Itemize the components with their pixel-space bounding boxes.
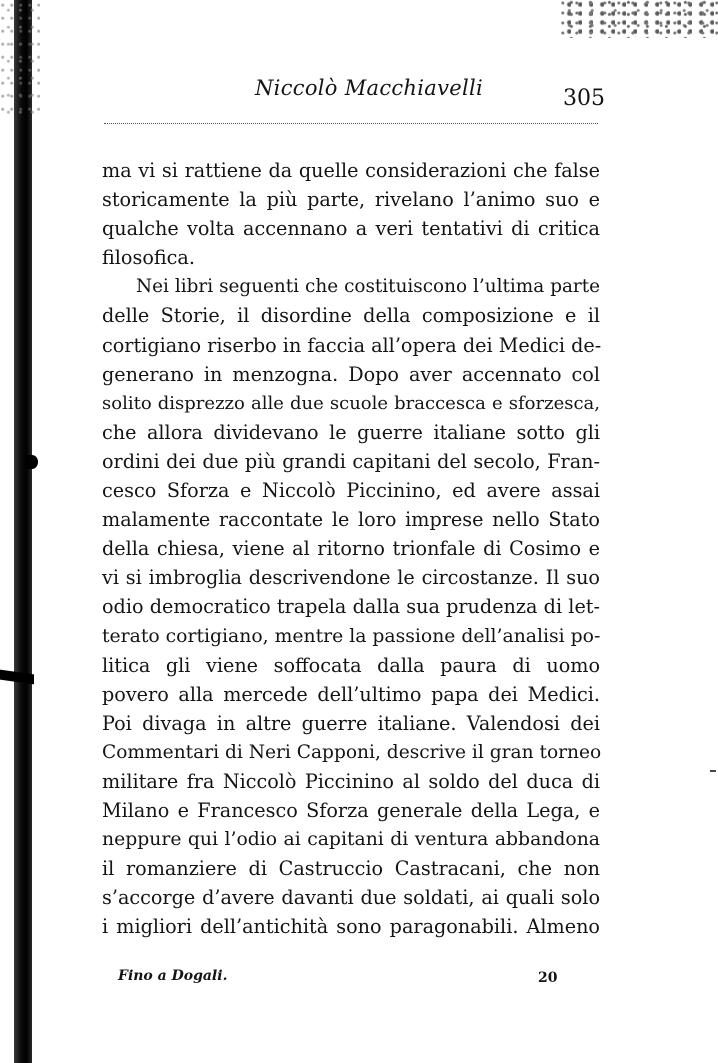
text-line: il romanziere di Castruccio Castracani, che non xyxy=(102,857,600,881)
text-line: terato cortigiano, mentre la passione dell’analisi po- xyxy=(102,625,601,647)
scan-noise xyxy=(560,0,718,38)
text-line: che allora dividevano le guerre italiane sotto gli xyxy=(102,420,600,444)
text-line: ordini dei due più grandi capitani del secolo, Fran- xyxy=(102,449,600,473)
text-line: delle Storie, il disordine della composizione e il xyxy=(102,304,600,328)
page-body xyxy=(102,156,600,942)
text-line: Milano e Francesco Sforza generale della Lega, e xyxy=(102,799,600,823)
text-line: storicamente la più parte, rivelano l’animo suo e xyxy=(102,188,600,212)
binding-shadow xyxy=(26,455,38,469)
text-line: malamente raccontate le loro imprese nello Stato xyxy=(102,508,600,532)
text-line: neppure qui l’odio ai capitani di ventura abbandona xyxy=(102,829,600,851)
signature-mark: Fino a Dogali. xyxy=(118,968,228,984)
text-line: filosofica. xyxy=(102,246,195,270)
page-number: 305 xyxy=(563,86,605,111)
book-binding-edge xyxy=(14,0,32,1063)
text-line: i migliori dell’antichità sono paragonabili. Almeno xyxy=(102,915,600,939)
text-line: generano in menzogna. Dopo aver accennato col xyxy=(102,362,600,386)
text-line: Commentari di Neri Capponi, descrive il gran torneo xyxy=(102,741,602,763)
text-line: s’accorge d’avere davanti due soldati, ai quali solo xyxy=(102,886,600,910)
text-line: militare fra Niccolò Piccinino al soldo del duca di xyxy=(102,769,600,793)
running-head-title: Niccolò Macchiavelli xyxy=(255,76,484,100)
gathering-number: 20 xyxy=(538,970,558,986)
text-line: della chiesa, viene al ritorno trionfale di Cosimo e xyxy=(102,537,600,561)
text-line: cortigiano riserbo in faccia all’opera dei Medici de- xyxy=(102,333,602,357)
header-rule xyxy=(104,123,598,124)
text-line: ma vi si rattiene da quelle considerazioni che false xyxy=(102,159,600,182)
text-line: cesco Sforza e Niccolò Piccinino, ed avere assai xyxy=(102,479,600,503)
scan-noise xyxy=(0,0,40,120)
text-line: Nei libri seguenti che costituiscono l’ultima parte xyxy=(136,276,600,298)
text-line: qualche volta accennano a veri tentativi di critica xyxy=(102,217,600,241)
text-line: solito disprezzo alle due scuole braccesca e sforzesca, xyxy=(102,392,600,414)
text-line: vi si imbroglia descrivendone le circostanze. Il suo xyxy=(102,566,600,590)
text-line: Poi divaga in altre guerre italiane. Valendosi dei xyxy=(102,711,600,735)
margin-mark xyxy=(710,770,716,772)
text-line: povero alla mercede dell’ultimo papa dei Medici. xyxy=(102,682,600,706)
text-line: litica gli viene soffocata dalla paura di uomo xyxy=(102,653,600,677)
text-line: odio democratico trapela dalla sua prudenza di let- xyxy=(102,595,600,619)
